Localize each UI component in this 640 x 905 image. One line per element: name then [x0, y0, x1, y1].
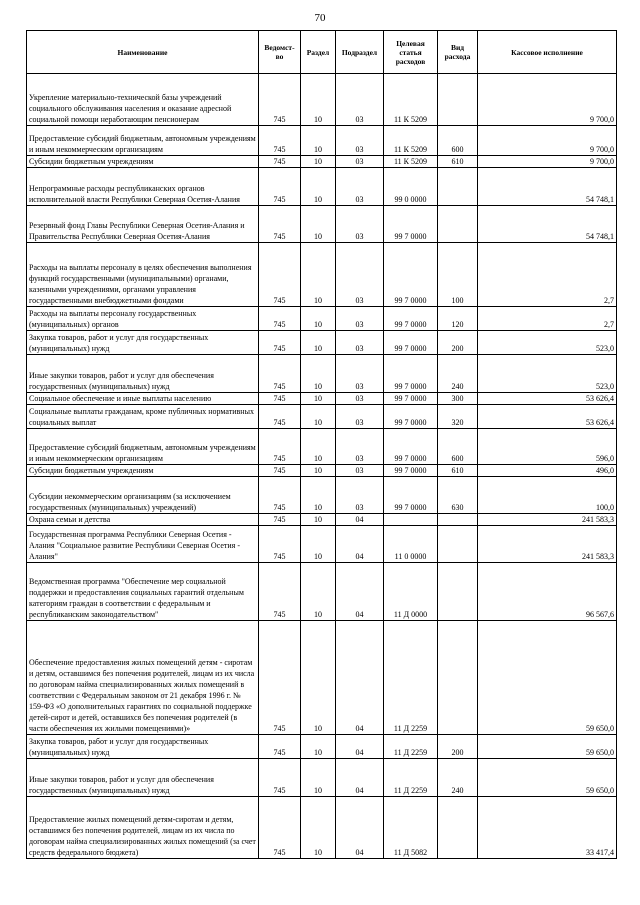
row-section: 10 — [301, 514, 336, 526]
row-name: Укрепление материально-технической базы учреждений социального обслуживания населения и оказание адресной социальной помощи неработающим пенсионерам — [27, 74, 259, 126]
row-dept: 745 — [259, 759, 301, 797]
header-kind: Вид расхода — [438, 31, 478, 74]
row-cash: 2,7 — [478, 307, 617, 331]
row-cash: 59 650,0 — [478, 759, 617, 797]
row-target: 99 7 0000 — [384, 477, 438, 514]
row-dept: 745 — [259, 465, 301, 477]
table-row — [27, 465, 617, 477]
row-target: 99 7 0000 — [384, 393, 438, 405]
row-kind — [438, 797, 478, 859]
table-row — [27, 429, 617, 465]
row-target: 99 7 0000 — [384, 405, 438, 429]
table-row — [27, 526, 617, 563]
row-section: 10 — [301, 563, 336, 621]
row-subsection: 03 — [336, 465, 384, 477]
row-section: 10 — [301, 393, 336, 405]
table-row — [27, 156, 617, 168]
row-name: Субсидии бюджетным учреждениям — [27, 465, 259, 477]
row-name: Резервный фонд Главы Республики Северная Осетия-Алания и Правительства Республики Северная Осетия-Алания — [27, 206, 259, 243]
row-kind: 240 — [438, 355, 478, 393]
row-subsection: 03 — [336, 243, 384, 307]
row-section: 10 — [301, 465, 336, 477]
row-target: 11 0 0000 — [384, 526, 438, 563]
row-name: Обеспечение предоставления жилых помещений детям - сиротам и детям, оставшимся без попечения родителей, лицам из их числа по договорам найма специализированных жилых помещений в соответствии с Федеральным законом от 21 декабря 1996 г. № 159-ФЗ «О дополнительных гарантиях по социальной поддержке детей-сирот и детей, оставшихся без попечения родителей (в части обеспечения их жилыми помещениями)» — [27, 621, 259, 735]
table-row — [27, 168, 617, 206]
row-dept: 745 — [259, 243, 301, 307]
table-row — [27, 477, 617, 514]
row-kind: 630 — [438, 477, 478, 514]
row-cash: 9 700,0 — [478, 74, 617, 126]
row-cash: 59 650,0 — [478, 735, 617, 759]
row-subsection: 03 — [336, 355, 384, 393]
row-subsection: 03 — [336, 393, 384, 405]
row-kind: 600 — [438, 429, 478, 465]
table-row — [27, 735, 617, 759]
row-kind — [438, 74, 478, 126]
row-kind: 600 — [438, 126, 478, 156]
row-kind — [438, 621, 478, 735]
row-name: Предоставление жилых помещений детям-сиротам и детям, оставшимся без попечения родителей, лицам из их числа по договорам найма специализированных жилых помещений (за счет средств федерального бюджета) — [27, 797, 259, 859]
row-name: Предоставление субсидий бюджетным, автономным учреждениям и иным некоммерческим организациям — [27, 429, 259, 465]
row-name: Субсидии некоммерческим организациям (за исключением государственных (муниципальных) учреждений) — [27, 477, 259, 514]
row-section: 10 — [301, 405, 336, 429]
row-target: 99 7 0000 — [384, 429, 438, 465]
row-section: 10 — [301, 797, 336, 859]
row-target: 11 Д 0000 — [384, 563, 438, 621]
row-kind: 320 — [438, 405, 478, 429]
budget-table — [26, 30, 617, 859]
row-cash: 241 583,3 — [478, 526, 617, 563]
row-kind: 300 — [438, 393, 478, 405]
row-cash: 523,0 — [478, 331, 617, 355]
row-section: 10 — [301, 621, 336, 735]
row-target: 11 Д 2259 — [384, 621, 438, 735]
table-row — [27, 514, 617, 526]
row-dept: 745 — [259, 156, 301, 168]
table-row — [27, 331, 617, 355]
row-kind: 100 — [438, 243, 478, 307]
row-section: 10 — [301, 526, 336, 563]
row-subsection: 03 — [336, 405, 384, 429]
row-cash: 596,0 — [478, 429, 617, 465]
row-name: Субсидии бюджетным учреждениям — [27, 156, 259, 168]
table-row — [27, 74, 617, 126]
row-kind: 240 — [438, 759, 478, 797]
row-target: 99 7 0000 — [384, 465, 438, 477]
table-row — [27, 621, 617, 735]
row-cash: 59 650,0 — [478, 621, 617, 735]
row-target: 11 Д 2259 — [384, 759, 438, 797]
row-dept: 745 — [259, 735, 301, 759]
row-dept: 745 — [259, 797, 301, 859]
row-target: 11 К 5209 — [384, 74, 438, 126]
row-kind: 120 — [438, 307, 478, 331]
row-name: Социальные выплаты гражданам, кроме публичных нормативных социальных выплат — [27, 405, 259, 429]
row-dept: 745 — [259, 563, 301, 621]
row-cash: 53 626,4 — [478, 393, 617, 405]
row-dept: 745 — [259, 331, 301, 355]
row-target: 99 7 0000 — [384, 243, 438, 307]
row-subsection: 03 — [336, 307, 384, 331]
row-dept: 745 — [259, 206, 301, 243]
table-row — [27, 126, 617, 156]
row-name: Социальное обеспечение и иные выплаты населению — [27, 393, 259, 405]
row-name: Предоставление субсидий бюджетным, автономным учреждениям и иным некоммерческим организациям — [27, 126, 259, 156]
row-section: 10 — [301, 735, 336, 759]
table-row — [27, 405, 617, 429]
row-subsection: 03 — [336, 74, 384, 126]
row-name: Расходы на выплаты персоналу в целях обеспечения выполнения функций государственными (муниципальными) органами, казенными учреждениями, органами управления государственными внебюджетными фондами — [27, 243, 259, 307]
header-name: Наименование — [27, 31, 259, 74]
row-kind — [438, 526, 478, 563]
row-kind: 610 — [438, 465, 478, 477]
row-cash: 9 700,0 — [478, 126, 617, 156]
row-dept: 745 — [259, 621, 301, 735]
table-row — [27, 563, 617, 621]
table-header-row — [27, 31, 617, 74]
row-dept: 745 — [259, 405, 301, 429]
row-section: 10 — [301, 243, 336, 307]
row-cash: 241 583,3 — [478, 514, 617, 526]
row-section: 10 — [301, 156, 336, 168]
row-subsection: 04 — [336, 735, 384, 759]
row-subsection: 03 — [336, 477, 384, 514]
header-cash: Кассовое исполнение — [478, 31, 617, 74]
row-name: Непрограммные расходы республиканских органов исполнительной власти Республики Северная Осетия-Алания — [27, 168, 259, 206]
table-row — [27, 243, 617, 307]
row-section: 10 — [301, 206, 336, 243]
row-subsection: 04 — [336, 797, 384, 859]
row-subsection: 03 — [336, 156, 384, 168]
row-cash: 496,0 — [478, 465, 617, 477]
row-subsection: 03 — [336, 168, 384, 206]
row-dept: 745 — [259, 526, 301, 563]
row-dept: 745 — [259, 393, 301, 405]
row-target — [384, 514, 438, 526]
row-name: Охрана семьи и детства — [27, 514, 259, 526]
row-kind — [438, 563, 478, 621]
table-row — [27, 393, 617, 405]
row-cash: 53 626,4 — [478, 405, 617, 429]
row-dept: 745 — [259, 514, 301, 526]
row-kind — [438, 168, 478, 206]
row-kind — [438, 206, 478, 243]
row-cash: 9 700,0 — [478, 156, 617, 168]
row-name: Государственная программа Республики Северная Осетия - Алания "Социальное развитие Республики Северная Осетия - Алания" — [27, 526, 259, 563]
page-number: 70 — [314, 12, 326, 24]
row-subsection: 04 — [336, 759, 384, 797]
row-cash: 2,7 — [478, 243, 617, 307]
header-dept: Ведомст-во — [259, 31, 301, 74]
row-section: 10 — [301, 74, 336, 126]
row-name: Иные закупки товаров, работ и услуг для обеспечения государственных (муниципальных) нужд — [27, 355, 259, 393]
table-row — [27, 355, 617, 393]
row-target: 11 Д 5082 — [384, 797, 438, 859]
row-name: Расходы на выплаты персоналу государственных (муниципальных) органов — [27, 307, 259, 331]
row-subsection: 03 — [336, 206, 384, 243]
row-target: 99 7 0000 — [384, 355, 438, 393]
row-name: Ведомственная программа "Обеспечение мер социальной поддержки и предоставления социальных гарантий отдельным категориям граждан в соответствии с федеральным и республиканским законодательством" — [27, 563, 259, 621]
row-dept: 745 — [259, 307, 301, 331]
row-subsection: 03 — [336, 331, 384, 355]
row-kind: 610 — [438, 156, 478, 168]
table-row — [27, 206, 617, 243]
row-dept: 745 — [259, 477, 301, 514]
row-name: Закупка товаров, работ и услуг для государственных (муниципальных) нужд — [27, 735, 259, 759]
row-cash: 54 748,1 — [478, 168, 617, 206]
row-subsection: 03 — [336, 126, 384, 156]
row-target: 11 К 5209 — [384, 126, 438, 156]
row-section: 10 — [301, 429, 336, 465]
table-row — [27, 307, 617, 331]
table-row — [27, 759, 617, 797]
row-section: 10 — [301, 477, 336, 514]
row-subsection: 04 — [336, 563, 384, 621]
row-subsection: 03 — [336, 429, 384, 465]
row-target: 99 7 0000 — [384, 206, 438, 243]
row-section: 10 — [301, 331, 336, 355]
row-name: Закупка товаров, работ и услуг для государственных (муниципальных) нужд — [27, 331, 259, 355]
row-dept: 745 — [259, 126, 301, 156]
row-target: 99 7 0000 — [384, 307, 438, 331]
row-target: 11 К 5209 — [384, 156, 438, 168]
row-cash: 33 417,4 — [478, 797, 617, 859]
row-section: 10 — [301, 307, 336, 331]
row-cash: 100,0 — [478, 477, 617, 514]
row-target: 11 Д 2259 — [384, 735, 438, 759]
header-target: Целевая статья расходов — [384, 31, 438, 74]
row-dept: 745 — [259, 355, 301, 393]
row-cash: 523,0 — [478, 355, 617, 393]
header-section: Раздел — [301, 31, 336, 74]
row-section: 10 — [301, 355, 336, 393]
row-dept: 745 — [259, 74, 301, 126]
row-kind: 200 — [438, 331, 478, 355]
header-subsection: Подраздел — [336, 31, 384, 74]
row-section: 10 — [301, 126, 336, 156]
row-target: 99 7 0000 — [384, 331, 438, 355]
row-name: Иные закупки товаров, работ и услуг для обеспечения государственных (муниципальных) нужд — [27, 759, 259, 797]
row-cash: 54 748,1 — [478, 206, 617, 243]
row-section: 10 — [301, 759, 336, 797]
row-target: 99 0 0000 — [384, 168, 438, 206]
table-row — [27, 797, 617, 859]
row-subsection: 04 — [336, 514, 384, 526]
row-cash: 96 567,6 — [478, 563, 617, 621]
row-dept: 745 — [259, 168, 301, 206]
row-kind: 200 — [438, 735, 478, 759]
row-kind — [438, 514, 478, 526]
row-dept: 745 — [259, 429, 301, 465]
row-section: 10 — [301, 168, 336, 206]
row-subsection: 04 — [336, 526, 384, 563]
row-subsection: 04 — [336, 621, 384, 735]
